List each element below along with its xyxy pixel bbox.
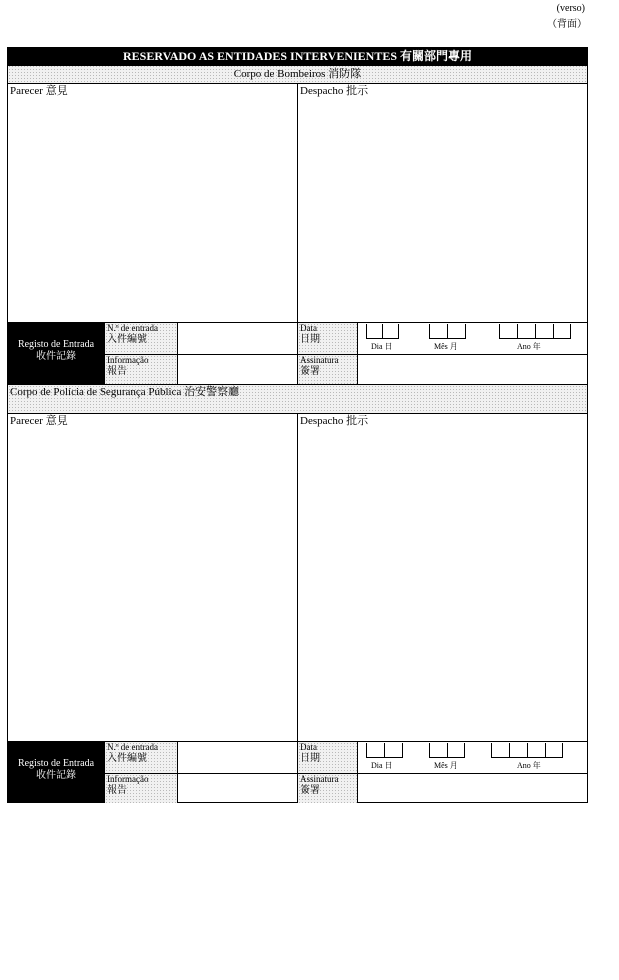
informacao-label: Informação 報告 [105,774,177,803]
day-field[interactable] [366,743,403,758]
informacao-field[interactable] [178,774,297,803]
informacao-field[interactable] [178,355,297,384]
verso-label: (verso) [556,3,585,14]
month-field[interactable] [429,743,465,758]
year-label: Ano 年 [517,761,541,770]
n-entrada-field[interactable] [178,323,297,354]
data-label: Data 日期 [298,742,357,773]
registo-entrada-block [7,741,105,803]
parecer-field[interactable] [8,100,296,320]
n-entrada-label: N.º de entrada 入件編號 [105,323,177,354]
registo-entrada-pt: Registo de Entrada [17,758,95,769]
registo-entrada-block [7,322,105,384]
informacao-label: Informação 報告 [105,355,177,384]
parecer-label: Parecer 意見 [10,415,68,427]
n-entrada-field[interactable] [178,742,297,773]
year-field[interactable] [491,743,563,758]
assinatura-label: Assinatura 簽署 [298,355,357,384]
assinatura-field[interactable] [358,774,587,803]
day-field[interactable] [366,324,399,339]
despacho-field[interactable] [299,100,587,320]
month-label: Mês 月 [434,342,458,351]
registo-entrada-zh: 收件記錄 [36,351,76,362]
year-field[interactable] [499,324,571,339]
parecer-field[interactable] [8,430,296,740]
data-label: Data 日期 [298,323,357,354]
banner-title: RESERVADO AS ENTIDADES INTERVENIENTES 有關部門專用 [7,47,588,65]
despacho-label: Despacho 批示 [300,85,369,97]
despacho-label: Despacho 批示 [300,415,369,427]
month-label: Mês 月 [434,761,458,770]
parecer-label: Parecer 意見 [10,85,68,97]
section-title-bombeiros: Corpo de Bombeiros 消防隊 [8,65,587,83]
registo-entrada-pt: Registo de Entrada [17,339,95,350]
despacho-field[interactable] [299,430,587,740]
registo-entrada-zh: 收件記錄 [36,770,76,781]
month-field[interactable] [429,324,466,339]
n-entrada-label: N.º de entrada 入件編號 [105,742,177,773]
assinatura-label: Assinatura 簽署 [298,774,357,803]
day-label: Dia 日 [371,342,393,351]
section-title-psp: Corpo de Polícia de Segurança Pública 治安警察廳 [8,385,587,413]
verso-label-zh: （背面） [547,19,587,30]
assinatura-field[interactable] [358,355,587,384]
day-label: Dia 日 [371,761,393,770]
year-label: Ano 年 [517,342,541,351]
